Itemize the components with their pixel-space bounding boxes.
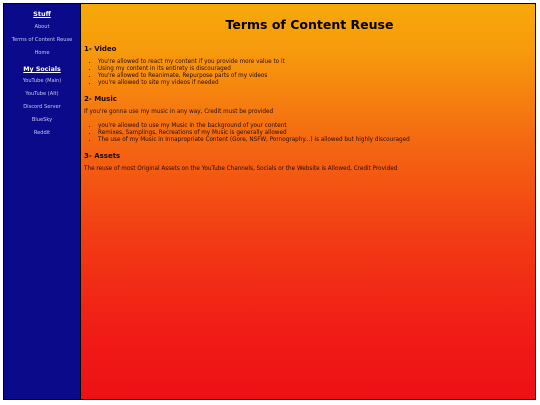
sidebar <box>4 4 81 399</box>
video-rules-list <box>84 59 535 87</box>
sidebar-link-youtube-alt[interactable]: YouTube (Alt) <box>25 91 59 97</box>
section-assets <box>84 152 535 172</box>
sidebar-link-youtube-main[interactable]: YouTube (Main) <box>22 78 62 84</box>
list-item: • you're allowed to use my Music in the background of your content <box>98 123 535 130</box>
sidebar-link-home[interactable]: Home <box>34 50 50 56</box>
section-music <box>84 95 535 144</box>
main-content <box>81 4 535 399</box>
sidebar-link-bluesky[interactable]: BlueSky <box>31 117 53 123</box>
page-title: Terms of Content Reuse <box>225 17 394 32</box>
list-item: • You're allowed to react my content if you provide more value to it <box>98 59 535 66</box>
list-item: • The use of my Music in Innapropriate Content (Gore, NSFW, Pornography...) is allowed but highly discouraged <box>98 137 535 144</box>
assets-text: The reuse of most Original Assets on the YouTube Channels, Socials or the Website is Allowed, Credit Provided <box>84 166 398 172</box>
sidebar-link-terms[interactable]: Terms of Content Reuse <box>11 37 73 43</box>
section-video <box>84 45 535 87</box>
list-item: • Using my content in its entirety is discouraged <box>98 66 535 73</box>
sidebar-link-about[interactable]: About <box>34 24 50 30</box>
list-item: • you're allowed to site my videos if needed <box>98 80 535 87</box>
sidebar-heading-socials[interactable]: My Socials <box>23 66 61 73</box>
sidebar-link-discord[interactable]: Discord Server <box>23 104 61 110</box>
list-item: • You're allowed to Reanimate, Repurpose parts of my videos <box>98 73 535 80</box>
page-frame <box>3 3 536 400</box>
music-intro-text: If you're gonna use my music in any way, Credit must be provided <box>84 109 274 115</box>
section-heading-assets: 3- Assets <box>84 152 121 160</box>
section-heading-video: 1- Video <box>84 45 117 53</box>
section-heading-music: 2- Music <box>84 95 117 103</box>
sidebar-heading-stuff[interactable]: Stuff <box>33 10 51 18</box>
music-rules-list <box>84 123 535 144</box>
list-item: • Remixes, Samplings, Recreations of my Music is generally allowed <box>98 130 535 137</box>
sidebar-link-reddit[interactable]: Reddit <box>33 130 51 136</box>
